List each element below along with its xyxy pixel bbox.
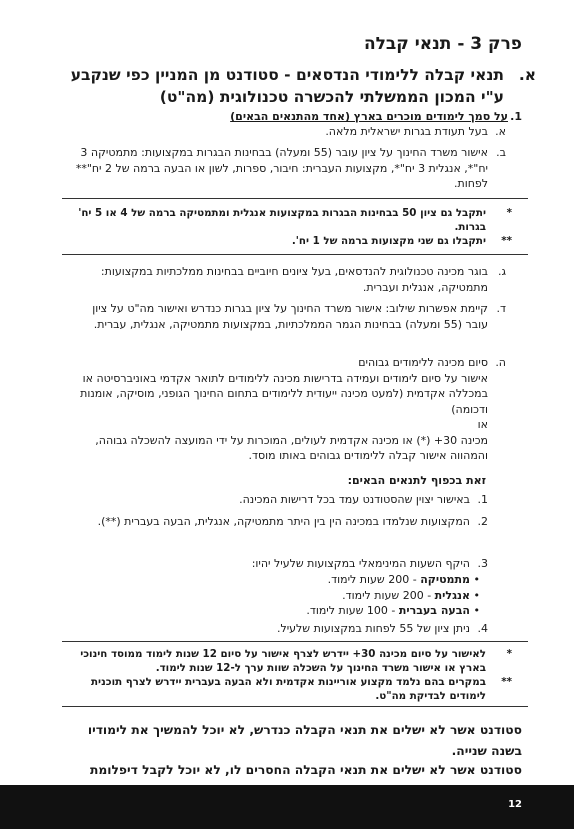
list-item-d <box>70 301 506 332</box>
hours-item-hebrew <box>70 603 480 619</box>
condition-2 <box>70 514 488 530</box>
list-letter: א. <box>495 125 506 138</box>
list-item-b <box>70 145 506 192</box>
chapter-title: פרק 3 - תנאי קבלה <box>363 34 522 54</box>
divider <box>62 254 528 255</box>
hours-subject: אנגלית <box>434 588 470 602</box>
page-number: 12 <box>508 799 522 810</box>
final-note-2: סטודנט אשר לא ישלים את תנאי הקבלה החסרים לו, לא יוכל לקבל דיפלומת <box>89 763 522 777</box>
hours-amount: - 100 שעות לימוד. <box>306 604 399 617</box>
list-letter: ג. <box>497 265 506 278</box>
hours-item-math <box>70 572 480 588</box>
hours-item-english <box>70 588 480 604</box>
page-footer <box>0 785 574 829</box>
condition-text: באישור יצוין שהסטודנט עמד בכל דרישות המכינה. <box>239 493 470 506</box>
footnote-star-2 <box>62 647 512 675</box>
condition-number: 4. <box>477 622 488 635</box>
condition-4 <box>70 621 488 637</box>
divider <box>62 641 528 642</box>
condition-text: היקף השעות המינימאלי במקצועות שלעיל יהיו: <box>251 557 470 570</box>
bullet-icon: • <box>473 588 480 602</box>
condition-3 <box>70 556 488 572</box>
final-note-1: סטודנט אשר לא ישלים את תנאי הקבלה כנדרש, לא יוכל להמשיך את לימודיו בשנה שנייה. <box>87 723 522 758</box>
subsection-1-heading <box>70 109 522 125</box>
section-letter: א. <box>518 66 536 84</box>
hours-amount: - 200 שעות לימוד. <box>342 588 435 602</box>
list-text: בעל תעודת בגרות ישראלית מלאה. <box>325 125 488 138</box>
list-text-body: אישור על סיום לימודים ועמידה בדרישות מכינה ללימודים לתואר אקדמי באוניברסיטה או במכללה אקדמית (למעט מכינה ייעודית ללימודים בתחום החינוך הגופני, מוסיקה, אומנות ודכומה) <box>80 371 488 416</box>
divider <box>62 706 528 707</box>
hours-list <box>70 572 480 619</box>
hours-subject: מתמטיקה <box>420 573 470 586</box>
list-text: אישור משרד החינוך על ציון עובר (55 ומעלה) בבחינות הבגרות במקצועות: מתמטיקה 3 יח"*, אנגלית 3 יח"*, מקצועות העברית: חיבור, ספרות, לשון או הבעה ברמה של 2 יח"** לפחות. <box>75 146 488 190</box>
list-letter: ה. <box>495 356 506 369</box>
list-item-a <box>70 124 506 140</box>
bullet-icon: • <box>473 604 480 617</box>
footnote-text: יתקבל גם ציון 50 בבחינות הבגרות במקצועות אנגלית ומתמטיקה ברמה של 4 או 5 יח' בגרות. <box>78 207 486 233</box>
condition-number: 3. <box>477 557 488 570</box>
condition-number: 1. <box>477 493 488 506</box>
list-text-heading: סיום מכינה ללימודים גבוהים <box>358 356 488 369</box>
list-text-body-2: מכינה 30+ (*) או מכינה אקדמית לעולים, המוכרות על ידי המועצה להשכלה גבוהה, והמהווה אישור קבלה ללימודים גבוהים באותו מוסד. <box>95 433 488 462</box>
footnote-text: יתקבלו גם שני מקצועות ברמה של 1 יח'. <box>291 235 486 247</box>
list-letter: ב. <box>496 146 506 159</box>
list-item-c <box>70 264 506 295</box>
hours-amount: - 200 שעות לימוד. <box>327 573 421 586</box>
condition-text: המקצועות שנלמדו במכינה הין בין היתר מתמטיקה, אנגלית, הבעה בעברית (**). <box>97 515 470 528</box>
list-text: קיימת אפשרות שילוב: אישור משרד החינוך על ציון בגרות כנדרש ואישור מה"ט על ציון עובר (55 ומעלה) בבחינות הגמר הממלכתיות, במקצועות מתמטיקה, אנגלית, עברית. <box>92 302 488 331</box>
subsection-heading-text: על סמך לימודים מוכרים בארץ (אחד מהתנאים הבאים) <box>230 110 508 123</box>
section-title <box>62 64 536 108</box>
footnote-text: לאישור על סיום מכינה 30+ יידרש לצרף אישור על סיום 12 שנות לימוד ממוסד חינוכי בארץ או אישור משרד החינוך על השכלה שוות ערך ל-12 שנות לימוד. <box>80 648 486 674</box>
list-text: בוגר מכינה טכנולוגית להנדסאים, בעל ציונים חיוביים בבחינות ממלכתיות במקצועות: מתמטיקה, אנגלית ועברית. <box>100 265 488 294</box>
section-title-text: תנאי קבלה ללימודי הנדסאים - סטודנט מן המניין כפי שנקבע ע"י המכון הממשלתי להכשרה טכנולוגית (מה"ט) <box>70 66 504 106</box>
subsection-number: 1. <box>510 110 522 123</box>
hours-subject: הבעה בעברית <box>398 604 470 617</box>
condition-1 <box>70 492 488 508</box>
list-item-h <box>70 355 506 464</box>
footnote-text: במקרים בהם נלמד מקצוע אוריינות אקדמית ולא הבעה בעברית יידרש לצרף תוכנית לימודים לבדיקת מה"ט. <box>91 676 486 702</box>
list-letter: ד. <box>496 302 506 315</box>
footnote-double-star <box>62 234 512 248</box>
conditions-title: זאת בכפוף לתנאים הבאים: <box>347 474 486 487</box>
list-text-or: או <box>477 418 488 431</box>
footnote-mark: ** <box>501 235 512 247</box>
bullet-icon: • <box>473 573 480 586</box>
footnote-mark: * <box>506 207 512 219</box>
divider <box>62 198 528 199</box>
footnote-star <box>62 206 512 234</box>
footnote-mark: * <box>506 648 512 660</box>
condition-number: 2. <box>477 515 488 528</box>
condition-text: ניתן ציון של 55 לפחות במקצועות שלעיל. <box>276 622 470 635</box>
footnote-mark: ** <box>501 676 512 688</box>
footnote-double-star-2 <box>62 675 512 703</box>
